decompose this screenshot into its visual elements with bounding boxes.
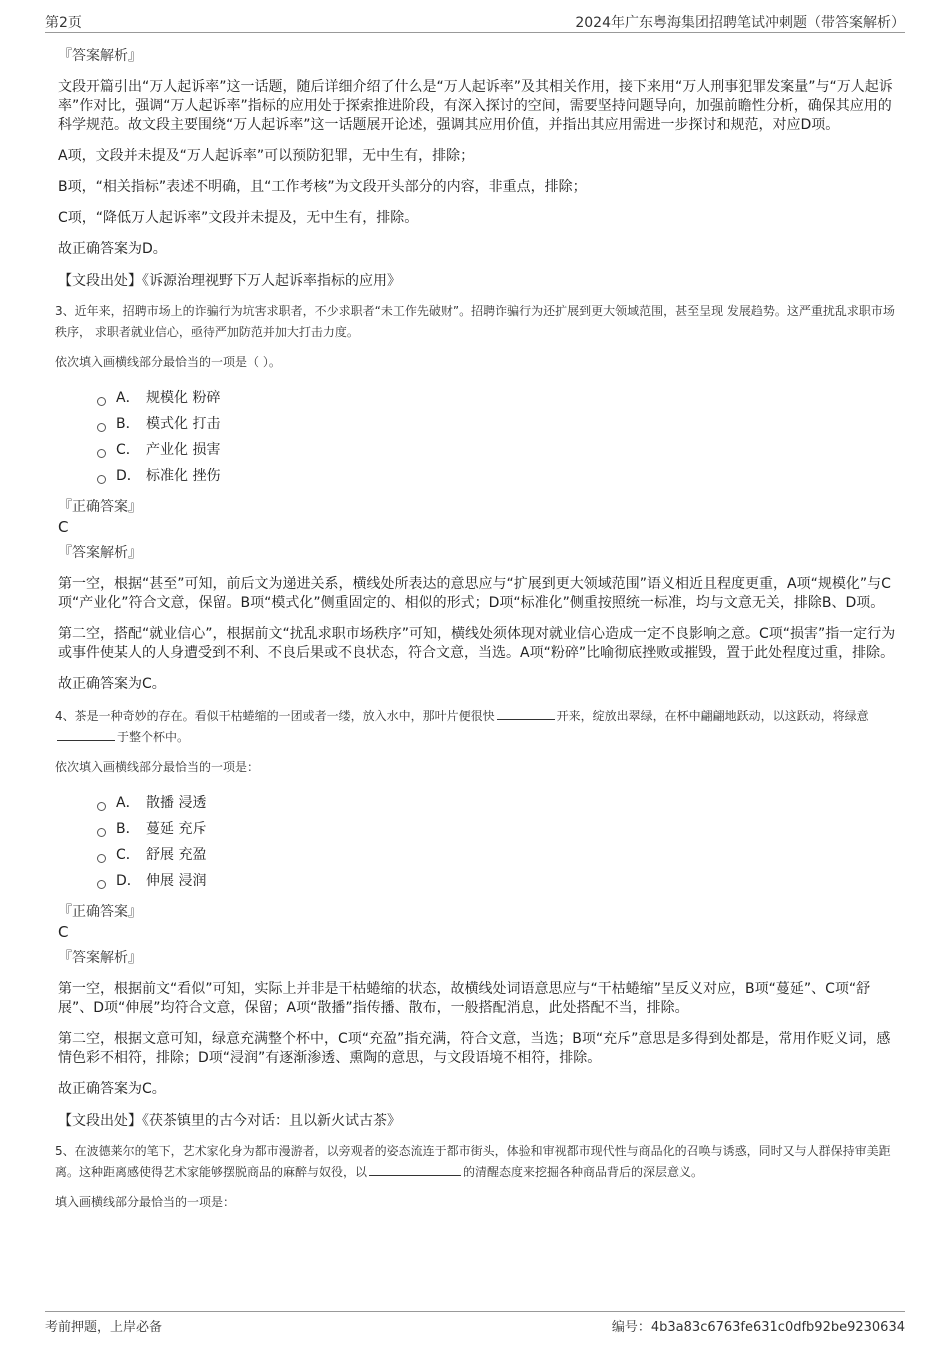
radio-icon[interactable]	[97, 397, 106, 406]
q3-stem: 3、近年来，招聘市场上的诈骗行为坑害求职者，不少求职者“未工作先破财”。招聘诈骗行为还扩展到更大领域范围，甚至呈现 发展趋势。这严重扰乱求职市场秩序， 求职者就业信心，亟待严加防范并加大打击力度。	[55, 304, 895, 339]
q3-prompt: 依次填入画横线部分最恰当的一项是（ ）。	[55, 355, 281, 369]
radio-icon[interactable]	[97, 880, 106, 889]
radio-icon[interactable]	[97, 854, 106, 863]
radio-icon[interactable]	[97, 828, 106, 837]
q4-option-c[interactable]: C． 舒展 充盈	[97, 842, 900, 868]
radio-icon[interactable]	[97, 802, 106, 811]
document-title: 2024年广东粤海集团招聘笔试冲刺题（带答案解析）	[575, 15, 905, 31]
q3-option-b[interactable]: B． 模式化 打击	[97, 411, 900, 437]
q2-analysis-para-3: B项，“相关指标”表述不明确，且“工作考核”为文段开头部分的内容，非重点，排除；	[58, 179, 587, 195]
q4-option-b[interactable]: B． 蔓延 充斥	[97, 816, 900, 842]
q3-options	[97, 385, 900, 489]
radio-icon[interactable]	[97, 449, 106, 458]
q4-option-d[interactable]: D． 伸展 浸润	[97, 868, 900, 894]
q2-source: 【文段出处】《诉源治理视野下万人起诉率指标的应用》	[58, 273, 401, 289]
q3-correct-answer: C	[58, 518, 69, 536]
q4-correct-label: 『正确答案』	[58, 904, 142, 920]
page-header	[45, 10, 905, 33]
q4-analysis-para-3: 故正确答案为C。	[58, 1081, 166, 1097]
q5-prompt: 填入画横线部分最恰当的一项是：	[55, 1195, 236, 1209]
q3-option-d[interactable]: D． 标准化 挫伤	[97, 463, 900, 489]
q4-correct-answer: C	[58, 923, 69, 941]
radio-icon[interactable]	[97, 475, 106, 484]
q2-analysis-para-2: A项，文段并未提及“万人起诉率”可以预防犯罪，无中生有，排除；	[58, 148, 475, 164]
q4-analysis-label: 『答案解析』	[58, 950, 142, 966]
q3-option-c[interactable]: C． 产业化 损害	[97, 437, 900, 463]
blank-line	[57, 728, 115, 741]
q4-options	[97, 790, 900, 894]
q2-analysis-para-1: 文段开篇引出“万人起诉率”这一话题，随后详细介绍了什么是“万人起诉率”及其相关作用，接下来用“万人刑事犯罪发案量”与“万人起诉率”作对比，强调“万人起诉率”指标的应用处于探索推进阶段，有深入探讨的空间，需要坚持问题导向，加强前瞻性分析，确保其应用的科学规范。故文段主要围绕“万人起诉率”这一话题展开论述，强调其应用价值，并指出其应用需进一步探讨和规范，对应D项。	[58, 79, 893, 133]
q5-stem: 5、在波德莱尔的笔下，艺术家化身为都市漫游者，以旁观者的姿态流连于都市街头，体验和审视都市现代性与商品化的召唤与诱惑，同时又与人群保持审美距离。这种距离感使得艺术家能够摆脱商品的麻醉与奴役，以 的清醒态度来挖掘各种商品背后的深层意义。	[55, 1144, 891, 1179]
radio-icon[interactable]	[97, 423, 106, 432]
page-number: 第2页	[45, 15, 82, 31]
q3-analysis-label: 『答案解析』	[58, 545, 142, 561]
q4-prompt: 依次填入画横线部分最恰当的一项是：	[55, 760, 260, 774]
q4-stem: 4、茶是一种奇妙的存在。看似干枯蜷缩的一团或者一缕，放入水中，那叶片便很快 开来，绽放出翠绿，在杯中翩翩地跃动，以这跃动，将绿意于整个杯中。	[55, 709, 869, 744]
footer-slogan: 考前押题，上岸必备	[45, 1320, 163, 1335]
q2-analysis-label: 『答案解析』	[58, 48, 142, 64]
q3-analysis-para-1: 第一空，根据“甚至”可知，前后文为递进关系，横线处所表达的意思应与“扩展到更大领域范围”语义相近且程度更重，A项“规模化”与C项“产业化”符合文意，保留。B项“模式化”侧重固定的、相似的形式；D项“标准化”侧重按照统一标准，均与文意无关，排除B、D项。	[58, 576, 891, 611]
q4-analysis-para-2: 第二空，根据文意可知，绿意充满整个杯中，C项“充盈”指充满，符合文意，当选；B项“充斥”意思是多得到处都是，常用作贬义词，感情色彩不相符，排除；D项“浸润”有逐渐渗透、熏陶的意思，与文段语境不相符，排除。	[58, 1031, 891, 1066]
q3-correct-label: 『正确答案』	[58, 499, 142, 515]
blank-line	[369, 1163, 461, 1176]
q4-option-a[interactable]: A． 散播 浸透	[97, 790, 900, 816]
document-code: 编号：4b3a83c6763fe631c0dfb92be9230634	[611, 1320, 905, 1335]
blank-line	[497, 707, 555, 720]
page-footer	[45, 1311, 905, 1336]
q4-source: 【文段出处】《茯茶镇里的古今对话：且以新火试古茶》	[58, 1113, 401, 1129]
q2-analysis-para-5: 故正确答案为D。	[58, 241, 167, 257]
q3-analysis-para-3: 故正确答案为C。	[58, 676, 166, 692]
document-content	[55, 40, 900, 1225]
q4-analysis-para-1: 第一空，根据前文“看似”可知，实际上并非是干枯蜷缩的状态，故横线处词语意思应与“干枯蜷缩”呈反义对应，B项“蔓延”、C项“舒展”、D项“伸展”均符合文意，保留；A项“散播”指传播、散布，一般搭配消息，此处搭配不当，排除。	[58, 981, 871, 1016]
q3-option-a[interactable]: A． 规模化 粉碎	[97, 385, 900, 411]
q3-analysis-para-2: 第二空，搭配“就业信心”，根据前文“扰乱求职市场秩序”可知，横线处须体现对就业信心造成一定不良影响之意。C项“损害”指一定行为或事件使某人的人身遭受到不利、不良后果或不良状态，符合文意，当选。A项“粉碎”比喻彻底挫败或摧毁，置于此处程度过重，排除。	[58, 626, 896, 661]
q2-analysis-para-4: C项，“降低万人起诉率”文段并未提及，无中生有，排除。	[58, 210, 419, 226]
